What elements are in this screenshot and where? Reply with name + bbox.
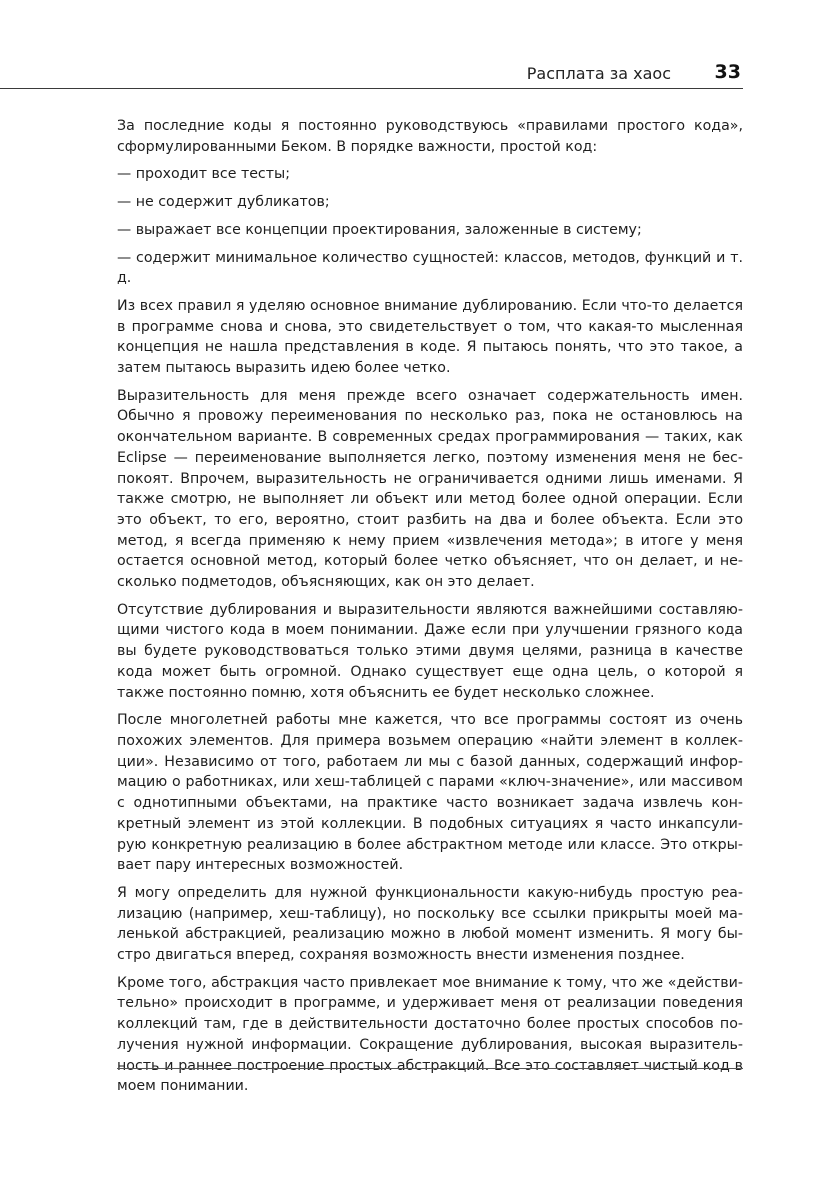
rule-item: — содержит минимальное количество сущностей: классов, методов, функций и т. д. (117, 249, 743, 287)
paragraph: Выразительность для меня прежде всего означает содержательность имен. Обычно я провожу переименования по несколько раз, пока не остановлюсь на окончательном варианте. В современных средах программирования — таких, как Eclipse — переименование выполняется легко, поэтому изменения меня не беспокоят. Впрочем, выразительность не ограничивается одними лишь именами. Я также смотрю, не выполняет ли объект или метод более одной операции. Если это объект, то его, вероятно, стоит разбить на два и более объекта. Если это метод, я всегда применяю к нему прием «извлечения метода»; в итоге у меня остается основной метод, который более четко объясняет, что он делает, и несколько подметодов, объясняющих, как он это делает. (117, 387, 743, 591)
paragraph: Я могу определить для нужной функциональности какую-нибудь простую реализацию (например, хеш-таблицу), но поскольку все ссылки прикрыты моей маленькой абстракцией, реализацию можно в любой момент изменить. Я могу быстро двигаться вперед, сохраняя возможность внести изменения позднее. (117, 884, 743, 964)
page-body (117, 116, 743, 1104)
running-title: Расплата за хаос (526, 64, 671, 83)
paragraph: После многолетней работы мне кажется, что все программы состоят из очень похожих элементов. Для примера возьмем операцию «найти элемент в коллекции». Независимо от того, работаем ли мы с базой данных, содержащий информацию о работниках, или хеш-таблицей с парами «ключ-значение», или массивом с однотипными объектами, на практике часто возникает задача извлечь конкретный элемент из этой коллекции. В подобных ситуациях я часто инкапсулирую конкретную реализацию в более абстрактном методе или классе. Это открывает пару интересных возможностей. (117, 712, 743, 874)
page-header (0, 60, 743, 89)
paragraph: Из всех правил я уделяю основное внимание дублированию. Если что-то делается в программе снова и снова, это свидетельствует о том, что какая-то мысленная концепция не нашла представления в коде. Я пытаюсь понять, что это такое, а затем пытаюсь выразить идею более четко. (117, 297, 743, 377)
rule-item: — не содержит дубликатов; (117, 194, 330, 211)
paragraph: Кроме того, абстракция часто привлекает мое внимание к тому, что же «действительно» происходит в программе, и удерживает меня от реализации поведения коллекций там, где в действительности достаточно более простых способов получения нужной информации. Сокращение дублирования, высокая выразительность и раннее построение простых абстракций. Все это составляет чистый код в моем понимании. (117, 974, 743, 1095)
intro-paragraph: За последние коды я постоянно руководствуюсь «правилами простого кода», сформулированными Беком. В порядке важности, простой код: (117, 118, 743, 155)
rule-item: — выражает все концепции проектирования, заложенные в систему; (117, 221, 642, 238)
rule-item: — проходит все тесты; (117, 166, 290, 183)
footer-rule (117, 1068, 743, 1069)
paragraph: Отсутствие дублирования и выразительности являются важнейшими составляющими чистого кода в моем понимании. Даже если при улучшении грязного кода вы будете руководствоваться только этими двумя целями, разница в качестве кода может быть огромной. Однако существует еще одна цель, о которой я также постоянно помню, хотя объяснить ее будет несколько сложнее. (117, 601, 743, 701)
page-number: 33 (714, 61, 741, 83)
